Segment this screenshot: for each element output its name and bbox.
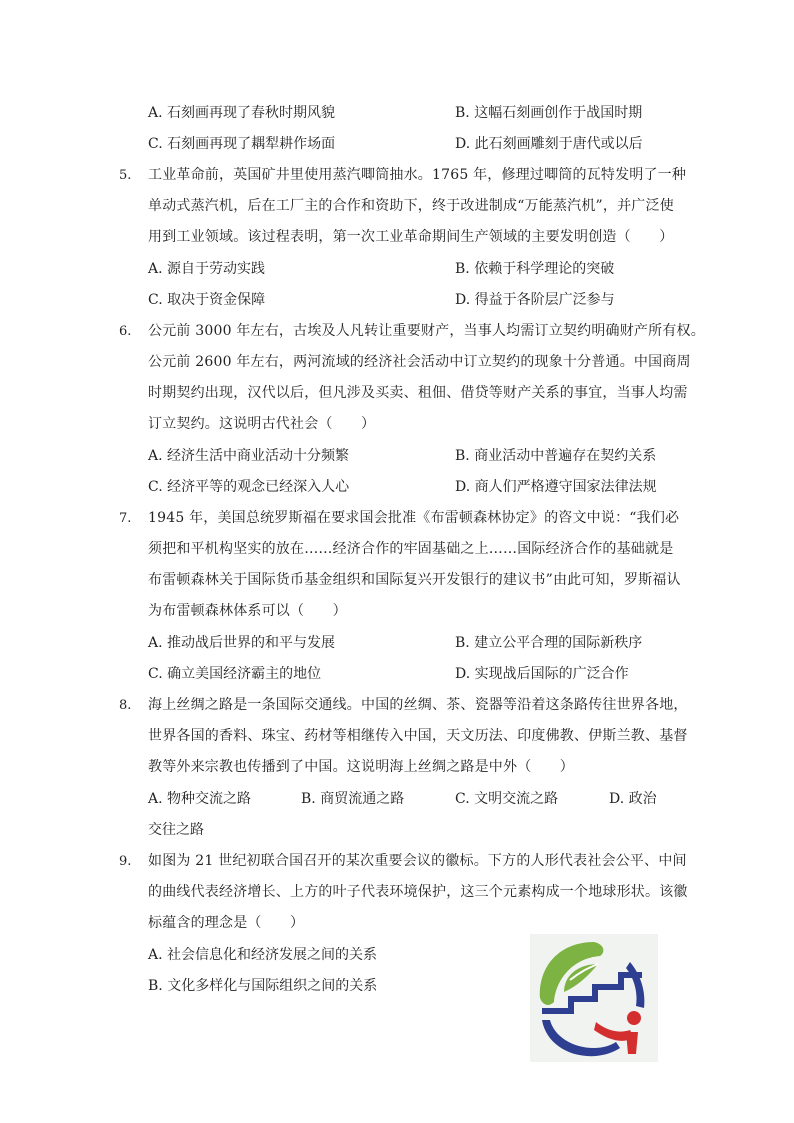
q6-option-a[interactable]: A. 经济生活中商业活动十分频繁 xyxy=(148,448,350,464)
q7-stem-line: 1945 年，美国总统罗斯福在要求国会批准《布雷顿森林协定》的咨文中说：“我们必 xyxy=(148,510,680,526)
q9-stem-line: 标蕴含的理念是（ ） xyxy=(148,915,305,931)
q8-option-c[interactable]: C. 文明交流之路 xyxy=(455,791,559,807)
q9-stem-line: 的曲线代表经济增长、上方的叶子代表环境保护，这三个元素构成一个地球形状。该徽 xyxy=(148,884,688,900)
q7-number: 7. xyxy=(119,511,132,526)
q5-option-d[interactable]: D. 得益于各阶层广泛参与 xyxy=(455,292,615,308)
q8-stem-line: 海上丝绸之路是一条国际交通线。中国的丝绸、茶、瓷器等沿着这条路传往世界各地， xyxy=(148,697,688,713)
q7-option-c[interactable]: C. 确立美国经济霸主的地位 xyxy=(148,666,322,682)
q4-option-b[interactable]: B. 这幅石刻画创作于战国时期 xyxy=(455,105,643,121)
q7-stem-line: 布雷顿森林关于国际货币基金组织和国际复兴开发银行的建议书”由此可知，罗斯福认 xyxy=(148,572,681,588)
q8-stem-line: 教等外来宗教也传播到了中国。这说明海上丝绸之路是中外（ ） xyxy=(148,759,574,775)
q8-option-a[interactable]: A. 物种交流之路 xyxy=(148,791,252,807)
q9-number: 9. xyxy=(119,854,132,869)
q7-option-b[interactable]: B. 建立公平合理的国际新秩序 xyxy=(455,635,643,651)
q6-option-d[interactable]: D. 商人们严格遵守国家法律法规 xyxy=(455,479,657,495)
q5-option-b[interactable]: B. 依赖于科学理论的突破 xyxy=(455,261,615,277)
q7-stem-line: 为布雷顿森林体系可以（ ） xyxy=(148,603,347,619)
q6-option-b[interactable]: B. 商业活动中普遍存在契约关系 xyxy=(455,448,657,464)
q5-option-c[interactable]: C. 取决于资金保障 xyxy=(148,292,266,308)
q5-stem-line: 单动式蒸汽机，后在工厂主的合作和资助下，终于改进制成“万能蒸汽机”，并广泛使 xyxy=(148,198,674,214)
q6-stem-line: 订立契约。这说明古代社会（ ） xyxy=(148,416,376,432)
q8-option-d-continued: 交往之路 xyxy=(148,822,204,838)
q6-stem-line: 公元前 3000 年左右，古埃及人凡转让重要财产，当事人均需订立契约明确财产所有权。 xyxy=(148,323,705,339)
globe-arc-icon xyxy=(542,1020,620,1056)
q8-option-b[interactable]: B. 商贸流通之路 xyxy=(301,791,405,807)
q8-number: 8. xyxy=(119,698,132,713)
q7-option-d[interactable]: D. 实现战后国际的广泛合作 xyxy=(455,666,629,682)
q4-option-d[interactable]: D. 此石刻画雕刻于唐代或以后 xyxy=(455,136,643,152)
q8-option-d[interactable]: D. 政治 xyxy=(609,791,657,807)
q7-option-a[interactable]: A. 推动战后世界的和平与发展 xyxy=(148,635,336,651)
globe-emblem-icon xyxy=(530,934,658,1062)
q9-option-b[interactable]: B. 文化多样化与国际组织之间的关系 xyxy=(148,978,378,994)
q5-option-a[interactable]: A. 源自于劳动实践 xyxy=(148,261,266,277)
q6-stem-line: 公元前 2600 年左右，两河流域的经济社会活动中订立契约的现象十分普通。中国商周 xyxy=(148,354,691,370)
q6-number: 6. xyxy=(119,324,132,339)
q4-option-a[interactable]: A. 石刻画再现了春秋时期风貌 xyxy=(148,105,336,121)
q9-option-a[interactable]: A. 社会信息化和经济发展之间的关系 xyxy=(148,947,378,963)
q5-stem-line: 工业革命前，英国矿井里使用蒸汽唧筒抽水。1765 年，修理过唧筒的瓦特发明了一种 xyxy=(148,167,687,183)
q9-stem-line: 如图为 21 世纪初联合国召开的某次重要会议的徽标。下方的人形代表社会公平、中间 xyxy=(148,853,687,869)
q6-option-c[interactable]: C. 经济平等的观念已经深入人心 xyxy=(148,479,350,495)
conference-emblem-image xyxy=(530,934,658,1062)
q6-stem-line: 时期契约出现，汉代以后，但凡涉及买卖、租佃、借贷等财产关系的事宜，当事人均需 xyxy=(148,385,688,401)
q5-stem-line: 用到工业领域。该过程表明，第一次工业革命期间生产领域的主要发明创造（ ） xyxy=(148,229,674,245)
q7-stem-line: 须把和平机构坚实的放在……经济合作的牢固基础之上……国际经济合作的基础就是 xyxy=(148,541,674,557)
q8-stem-line: 世界各国的香料、珠宝、药材等相继传入中国，天文历法、印度佛教、伊斯兰教、基督 xyxy=(148,728,688,744)
q5-number: 5. xyxy=(119,168,132,183)
q4-option-c[interactable]: C. 石刻画再现了耦犁耕作场面 xyxy=(148,136,336,152)
